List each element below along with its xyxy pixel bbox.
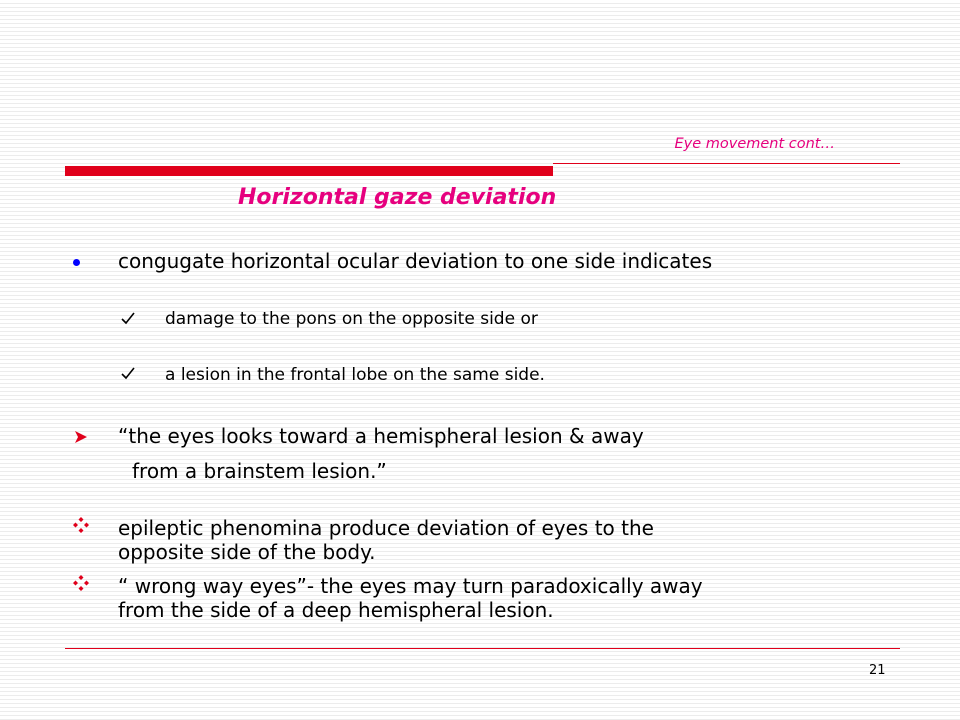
section-subtitle: Eye movement cont… <box>674 136 835 152</box>
diamond-bullet-text-cont: from the side of a deep hemispheral lesion. <box>118 598 554 622</box>
arrow-right-icon <box>74 430 88 444</box>
quote-text: “the eyes looks toward a hemispheral lesion & away <box>118 424 644 448</box>
quote-text-cont: from a brainstem lesion.” <box>132 459 387 483</box>
checkmark-icon <box>120 311 136 325</box>
bullet-text: congugate horizontal ocular deviation to one side indicates <box>118 249 713 273</box>
checkmark-icon <box>120 366 136 380</box>
bullet-dot-icon <box>73 259 80 266</box>
diamond-bullet-text: epileptic phenomina produce deviation of eyes to the <box>118 516 654 540</box>
header-rule-thin <box>553 163 900 164</box>
diamond-bullet-text: “ wrong way eyes”- the eyes may turn paradoxically away <box>118 574 703 598</box>
page-number: 21 <box>869 663 886 678</box>
four-diamond-icon <box>73 517 89 533</box>
sub-bullet-text: a lesion in the frontal lobe on the same side. <box>165 365 545 385</box>
footer-rule <box>65 648 900 649</box>
slide-title: Horizontal gaze deviation <box>238 185 557 210</box>
four-diamond-icon <box>73 575 89 591</box>
sub-bullet-text: damage to the pons on the opposite side or <box>165 309 538 329</box>
diamond-bullet-text-cont: opposite side of the body. <box>118 540 376 564</box>
header-rule-thick <box>65 166 553 176</box>
